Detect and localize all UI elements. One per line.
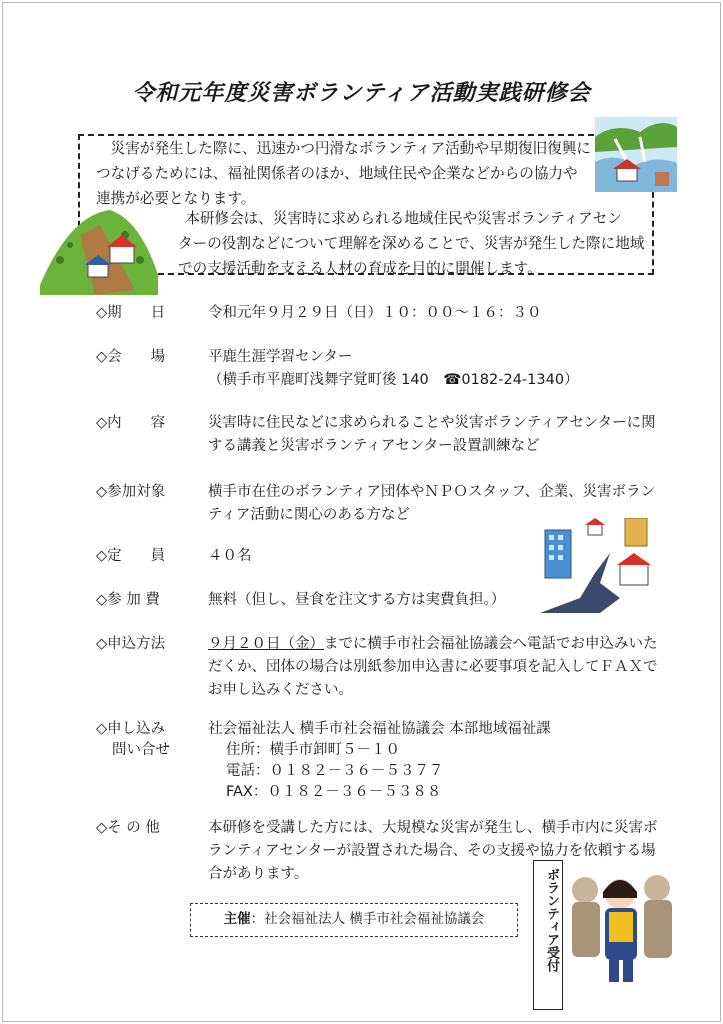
intro-paragraph-1: 災害が発生した際に、迅速かつ円滑なボランティア活動や早期復旧復興につなげるためには、福祉関係者のほか、地域住民や企業などからの協力や連携が必要となります。 <box>96 140 592 207</box>
target-value: 横手市在住のボランティア団体やＮＰＯスタッフ、企業、災害ボランティア活動に関心のある方など <box>208 484 656 523</box>
intro-paragraph-2a: 本研修会は、災害時に求められる地域住民や災害ボランティアセン <box>185 210 622 227</box>
sponsor-value: ：社会福祉法人 横手市社会福祉協議会 <box>250 911 485 927</box>
apply-text: までに横手市社会福祉協議会へ電話でお申込みいただくか、団体の場合は別紙参加申込書に必要事項を記入してＦＡＸでお申し込みください。 <box>208 636 658 698</box>
contact-label-1: ◇申し込み <box>96 721 166 737</box>
volunteers-illustration <box>565 868 680 988</box>
other-value: 本研修を受講した方には、大規模な災害が発生し、横手市内に災害ボランティアセンターが設置された場合、その支援や協力を依頼する場合があります。 <box>208 820 658 882</box>
reception-sign-text: ボランティア受付 <box>544 868 559 972</box>
venue-address: （横手市平鹿町浅舞字覚町後 140 ☎0182-24-1340） <box>208 372 579 388</box>
sponsor-box <box>190 903 518 937</box>
landslide-illustration <box>40 205 160 300</box>
capacity-label: ◇定 員 <box>96 548 166 564</box>
flood-illustration <box>595 117 677 192</box>
contact-address: 住所：横手市卸町５－１０ <box>226 742 400 758</box>
content-value: 災害時に住民などに求められることや災害ボランティアセンターに関する講義と災害ボランティアセンター設置訓練など <box>208 415 656 454</box>
apply-value <box>208 633 660 702</box>
contact-fax: FAX：０１８２－３６－５３８８ <box>226 784 442 800</box>
intro-paragraph-2b: ターの役割などについて理解を深めることで、災害が発生した際に地域での支援活動を支える人材の育成を目的に開催します。 <box>178 235 645 277</box>
page-title: 令和元年度災害ボランティア活動実践研修会 <box>132 81 591 106</box>
detail-contact <box>96 718 676 810</box>
apply-deadline: ９月２０日（金） <box>208 636 324 652</box>
contact-label-2: 問い合せ <box>112 742 170 758</box>
capacity-value: ４０名 <box>208 548 252 564</box>
target-label: ◇参加対象 <box>96 484 166 500</box>
other-label: ◇そ の 他 <box>96 820 160 836</box>
fee-label: ◇参 加 費 <box>96 592 160 608</box>
venue-name: 平鹿生涯学習センター <box>208 349 353 365</box>
contact-org: 社会福祉法人 横手市社会福祉協議会 本部地域福祉課 <box>208 721 551 737</box>
fee-value: 無料（但し、昼食を注文する方は実費負担。） <box>208 592 506 608</box>
sponsor-label: 主催 <box>223 911 251 927</box>
detail-venue <box>96 346 676 392</box>
apply-label: ◇申込方法 <box>96 636 166 652</box>
date-label: ◇期 日 <box>96 305 166 321</box>
date-value: 令和元年９月２９日（日）１０：００～１６：３０ <box>208 305 542 321</box>
venue-label: ◇会 場 <box>96 349 166 365</box>
contact-tel: 電話：０１８２－３６－５３７７ <box>226 763 444 779</box>
content-label: ◇内 容 <box>96 415 166 431</box>
